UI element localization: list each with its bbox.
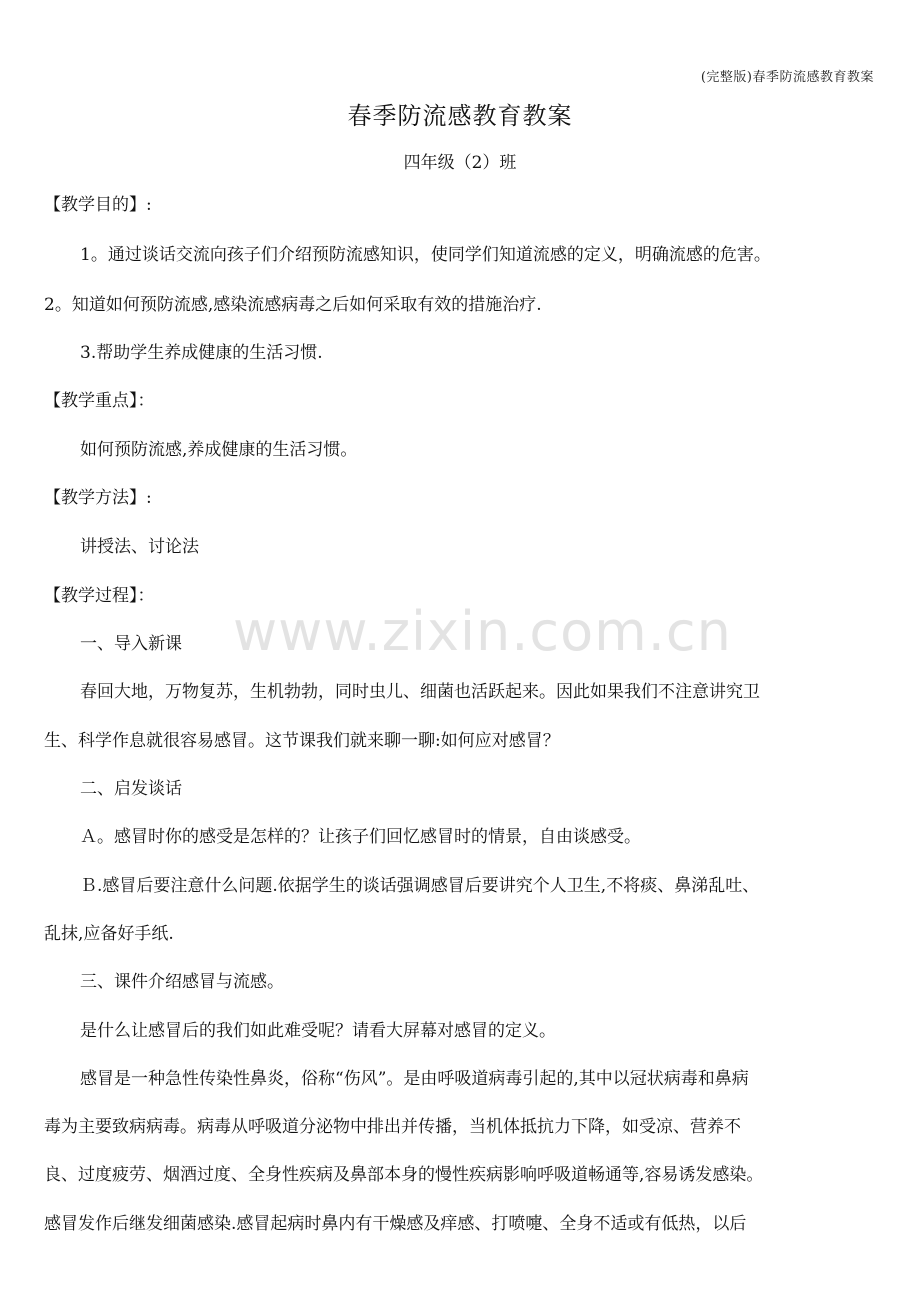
paragraph-line: 毒为主要致病病毒。病毒从呼吸道分泌物中排出并传播，当机体抵抗力下降，如受凉、营养不	[44, 1117, 741, 1137]
discussion-item-a: Ａ。感冒时你的感受是怎样的？让孩子们回忆感冒时的情景，自由谈感受。	[80, 827, 641, 847]
paragraph-line: 乱抹,应备好手纸.	[44, 924, 174, 944]
section-heading-process: 【教学过程】：	[44, 586, 155, 606]
paragraph-line: 生、科学作息就很容易感冒。这节课我们就来聊一聊:如何应对感冒？	[44, 731, 560, 751]
key-points-text: 如何预防流感,养成健康的生活习惯。	[80, 440, 358, 460]
objective-item-2: 2。知道如何预防流感,感染流感病毒之后如何采取有效的措施治疗.	[44, 295, 542, 315]
subsection-heading-discussion: 二、启发谈话	[80, 779, 182, 799]
document-title: 春季防流感教育教案	[347, 102, 573, 130]
subsection-heading-intro: 一、导入新课	[80, 634, 182, 654]
running-header: (完整版)春季防流感教育教案	[700, 70, 874, 85]
watermark: www.zixin.com.cn	[233, 600, 732, 663]
methods-text: 讲授法、讨论法	[80, 537, 199, 557]
objective-item-1: 1。通过谈话交流向孩子们介绍预防流感知识，使同学们知道流感的定义，明确流感的危害。	[80, 245, 771, 265]
paragraph-line: 良、过度疲劳、烟酒过度、全身性疾病及鼻部本身的慢性疾病影响呼吸道畅通等,容易诱发感染。	[44, 1165, 764, 1185]
subsection-heading-courseware: 三、课件介绍感冒与流感。	[80, 972, 284, 992]
section-heading-objectives: 【教学目的】:	[44, 195, 152, 215]
discussion-item-b: Ｂ.感冒后要注意什么问题.依据学生的谈话强调感冒后要讲究个人卫生,不将痰、鼻涕乱吐、	[80, 876, 760, 896]
paragraph-line: 感冒是一种急性传染性鼻炎，俗称“伤风”。是由呼吸道病毒引起的,其中以冠状病毒和鼻病	[80, 1069, 749, 1089]
objective-item-3: 3.帮助学生养成健康的生活习惯.	[80, 343, 323, 363]
paragraph-line: 是什么让感冒后的我们如此难受呢？请看大屏幕对感冒的定义。	[80, 1021, 556, 1041]
class-subtitle: 四年级（2）班	[403, 153, 517, 173]
paragraph-line: 感冒发作后继发细菌感染.感冒起病时鼻内有干燥感及痒感、打喷嚏、全身不适或有低热，以后	[44, 1214, 747, 1234]
section-heading-methods: 【教学方法】:	[44, 488, 152, 508]
paragraph-line: 春回大地，万物复苏，生机勃勃，同时虫儿、细菌也活跃起来。因此如果我们不注意讲究卫	[80, 682, 760, 702]
section-heading-key-points: 【教学重点】：	[44, 391, 155, 411]
